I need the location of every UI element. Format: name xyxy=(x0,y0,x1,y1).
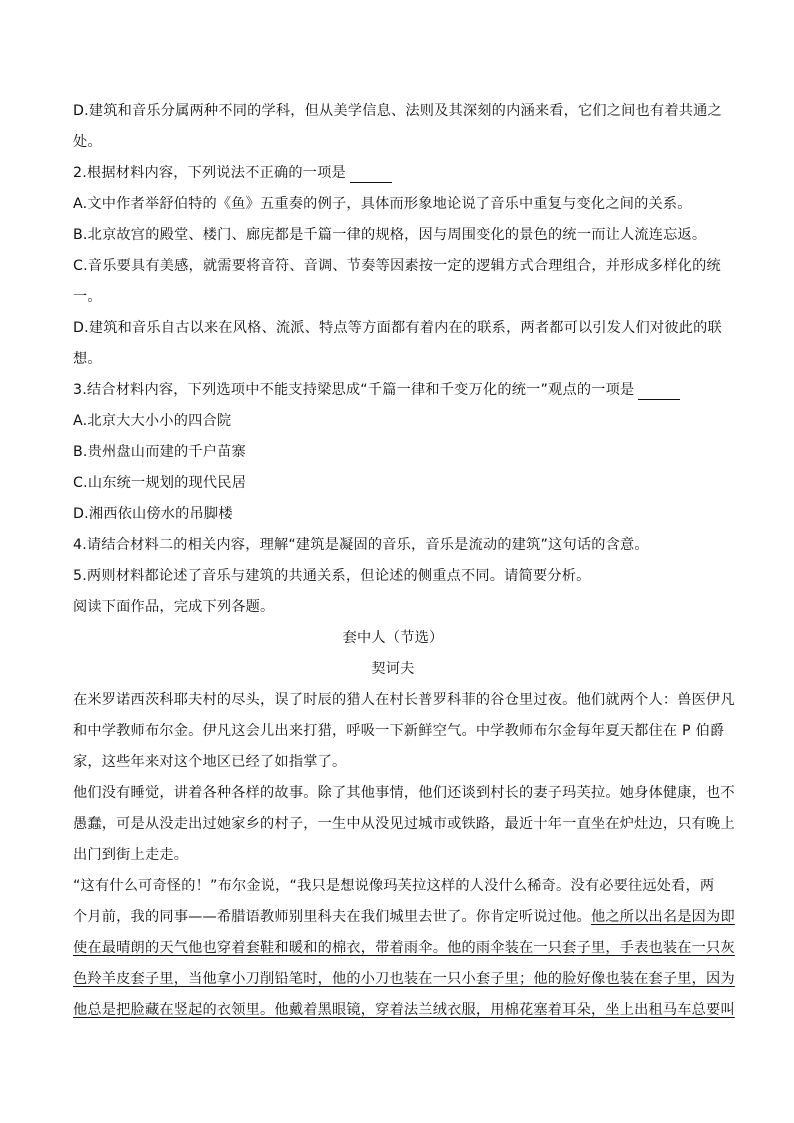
article-p3-line2-plain: 个月前，我的同事——希腊语教师别里科夫在我们城里去世了。你肯定听说过他。 xyxy=(73,909,591,925)
underlined-passage-line2: 色羚羊皮套子里，当他拿小刀削铅笔时，他的小刀也装在一只小套子里；他的脸好像也装在套子里，因为 xyxy=(73,971,735,987)
q2-option-d-line1: D.建筑和音乐自古以来在风格、流派、特点等方面都有着内在的联系，两者都可以引发人们对彼此的联 xyxy=(73,320,722,336)
q3-option-a: A.北京大大小小的四合院 xyxy=(73,413,232,429)
q1-option-d-line2: 处。 xyxy=(73,134,102,150)
q3-stem-text: 3.结合材料内容，下列选项中不能支持梁思成“千篇一律和千变万化的统一”观点的一项是 xyxy=(73,382,635,398)
q4-stem: 4.请结合材料二的相关内容，理解“建筑是凝固的音乐，音乐是流动的建筑”这句话的含意。 xyxy=(73,537,649,553)
q2-stem-text: 2.根据材料内容，下列说法不正确的一项是 xyxy=(73,165,346,181)
article-author: 契诃夫 xyxy=(371,661,415,677)
reading-instruction: 阅读下面作品，完成下列各题。 xyxy=(73,599,275,615)
document-page xyxy=(73,96,735,1026)
article-p3-line2 xyxy=(73,902,735,933)
article-p2-line2: 愚蠢，可是从没走出过她家乡的村子，一生中从没见过城市或铁路，最近十年一直坐在炉灶边，只有晚上 xyxy=(73,816,735,832)
answer-blank xyxy=(638,381,680,400)
answer-blank xyxy=(350,164,392,183)
article-p1-line2: 和中学教师布尔金。伊凡这会儿出来打猎，呼吸一下新鲜空气。中学教师布尔金每年夏天都住在 P 伯爵 xyxy=(73,723,725,739)
article-title: 套中人（节选） xyxy=(342,630,444,646)
article-p2-line1: 他们没有睡觉，讲着各种各样的故事。除了其他事情，他们还谈到村长的妻子玛芙拉。她身体健康，也不 xyxy=(73,785,735,801)
underlined-passage-line3: 他总是把脸藏在竖起的衣领里。他戴着黑眼镜，穿着法兰绒衣服，用棉花塞着耳朵，坐上出租马车总要叫 xyxy=(73,1002,735,1018)
article-p3-line1: “这有什么可奇怪的！”布尔金说，“我只是想说像玛芙拉这样的人没什么稀奇。没有必要往远处看，两 xyxy=(73,878,715,894)
q2-option-c-line2: 一。 xyxy=(73,289,102,305)
q1-option-d-line1: D.建筑和音乐分属两种不同的学科，但从美学信息、法则及其深刻的内涵来看，它们之间也有着共通之 xyxy=(73,103,722,119)
article-p1-line3: 家，这些年来对这个地区已经了如指掌了。 xyxy=(73,754,347,770)
q3-stem xyxy=(73,375,713,406)
underlined-passage-line1: 使在最晴朗的天气他也穿着套鞋和暖和的棉衣，带着雨伞。他的雨伞装在一只套子里，手表也装在一只灰 xyxy=(73,940,735,956)
article-p1-line1: 在米罗诺西茨科耶夫村的尽头，误了时辰的猎人在村长普罗科菲的谷仓里过夜。他们就两个人：兽医伊凡 xyxy=(73,692,735,708)
article-p2-line3: 出门到街上走走。 xyxy=(73,847,189,863)
q5-stem: 5.两则材料都论述了音乐与建筑的共通关系，但论述的侧重点不同。请简要分析。 xyxy=(73,568,591,584)
q3-option-c: C.山东统一规划的现代民居 xyxy=(73,475,247,491)
q2-option-d-line2: 想。 xyxy=(73,351,102,367)
underlined-passage-start: 他之所以出名是因为即 xyxy=(590,909,735,925)
q2-option-c-line1: C.音乐要具有美感，就需要将音符、音调、节奏等因素按一定的逻辑方式合理组合，并形成多样化的统 xyxy=(73,258,721,274)
q2-option-b: B.北京故宫的殿堂、楼门、廊庑都是千篇一律的规格，因与周围变化的景色的统一而让人流连忘返。 xyxy=(73,227,707,243)
q2-option-a: A.文中作者举舒伯特的《鱼》五重奏的例子，具体而形象地论说了音乐中重复与变化之间的关系。 xyxy=(73,196,692,212)
q2-stem xyxy=(73,158,713,189)
q3-option-b: B.贵州盘山而建的千户苗寨 xyxy=(73,444,246,460)
q3-option-d: D.湘西依山傍水的吊脚楼 xyxy=(73,506,233,522)
